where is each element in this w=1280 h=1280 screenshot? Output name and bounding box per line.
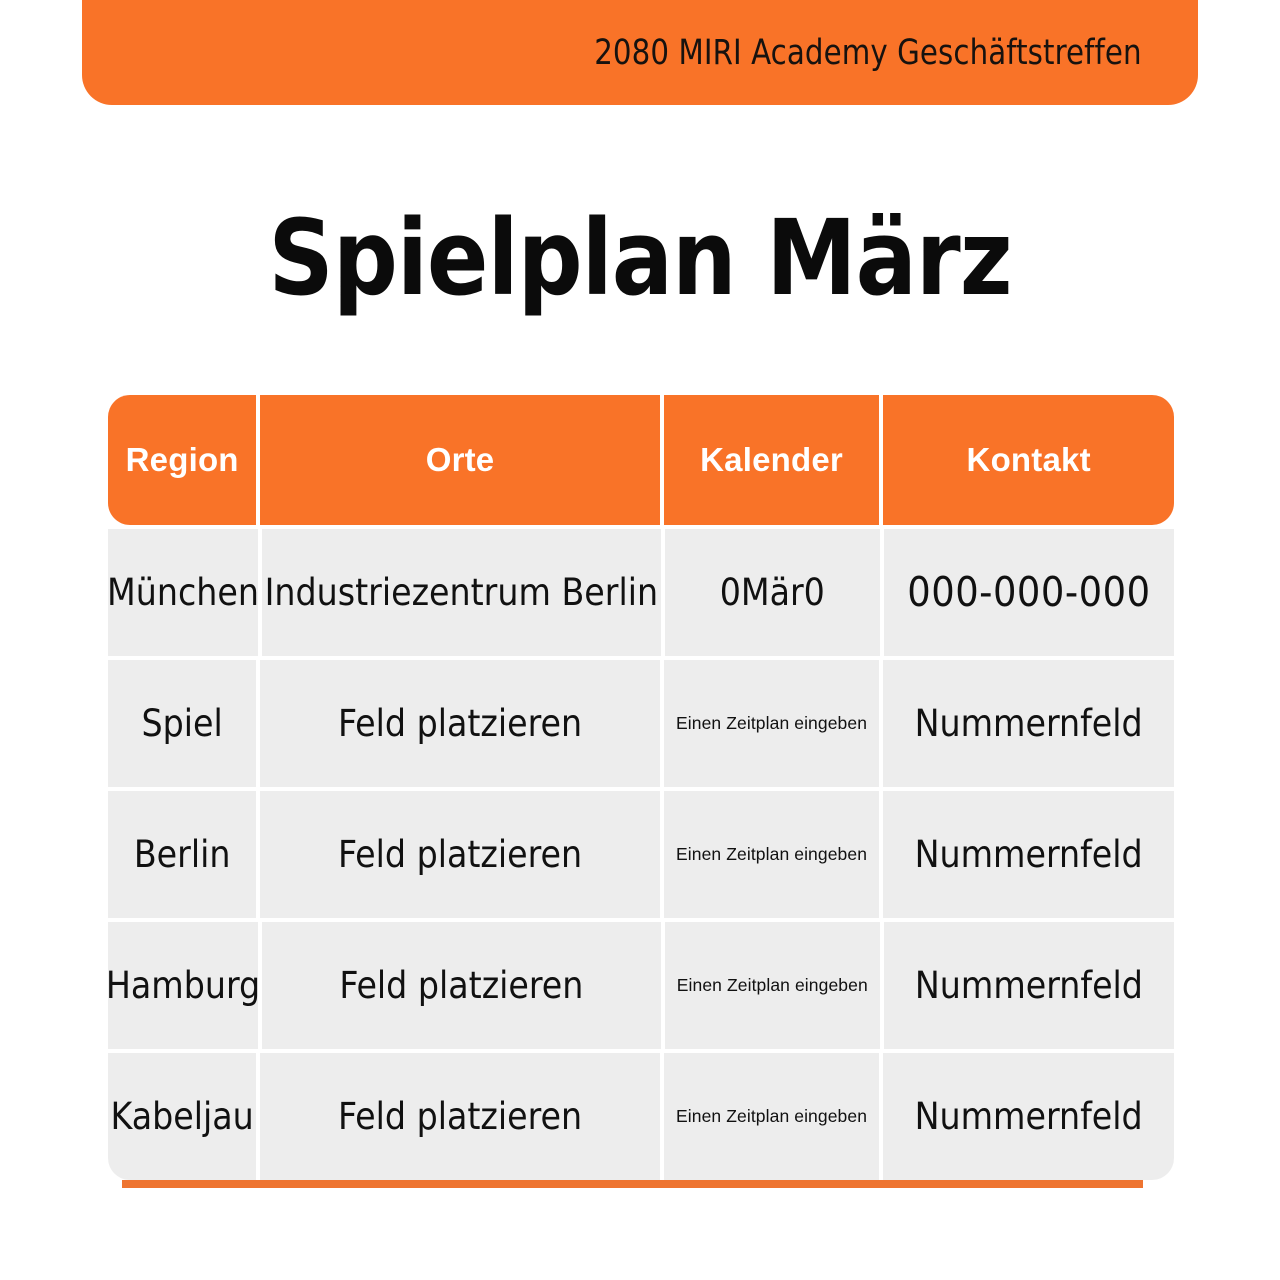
cell-region[interactable] bbox=[108, 529, 258, 656]
table-row bbox=[108, 529, 1174, 656]
cell-orte-text: Feld platzieren bbox=[339, 964, 584, 1007]
cell-orte[interactable] bbox=[260, 660, 659, 787]
cell-kontakt-text: Nummernfeld bbox=[914, 964, 1143, 1007]
column-header-region-label: Region bbox=[125, 441, 239, 478]
cell-orte[interactable] bbox=[262, 529, 661, 656]
bottom-accent-rule bbox=[122, 1180, 1143, 1188]
cell-region[interactable] bbox=[108, 791, 256, 918]
table-row bbox=[108, 1053, 1174, 1180]
table-row bbox=[105, 922, 1174, 1049]
cell-kontakt-text: Nummernfeld bbox=[914, 702, 1143, 745]
cell-kalender[interactable] bbox=[664, 791, 880, 918]
cell-orte-text: Industriezentrum Berlin bbox=[264, 571, 659, 614]
cell-kontakt[interactable] bbox=[884, 529, 1174, 656]
table-row bbox=[108, 791, 1174, 918]
cell-kalender-text: Einen Zeitplan eingeben bbox=[676, 712, 868, 733]
cell-kalender-text: Einen Zeitplan eingeben bbox=[676, 843, 868, 864]
cell-kalender[interactable] bbox=[664, 1053, 880, 1180]
schedule-table bbox=[105, 395, 1174, 1180]
cell-kalender-text: Einen Zeitplan eingeben bbox=[676, 1105, 868, 1126]
cell-kontakt-text: 000-000-000 bbox=[907, 568, 1151, 616]
cell-orte[interactable] bbox=[260, 1053, 659, 1180]
cell-region-text: Spiel bbox=[141, 702, 223, 745]
cell-orte-text: Feld platzieren bbox=[338, 833, 583, 876]
cell-region[interactable] bbox=[105, 922, 261, 1049]
cell-region-text: Kabeljau bbox=[110, 1095, 254, 1138]
cell-kontakt[interactable] bbox=[883, 660, 1174, 787]
cell-region[interactable] bbox=[108, 660, 256, 787]
cell-kontakt-text: Nummernfeld bbox=[914, 1095, 1143, 1138]
banner-title: 2080 MIRI Academy Geschäftstreffen bbox=[594, 32, 1142, 73]
cell-kalender-text: 0Mär0 bbox=[719, 571, 825, 614]
column-header-region[interactable] bbox=[108, 395, 256, 525]
column-header-kalender[interactable] bbox=[664, 395, 880, 525]
cell-region[interactable] bbox=[108, 1053, 256, 1180]
cell-region-text: Hamburg bbox=[105, 964, 261, 1007]
table-row bbox=[108, 660, 1174, 787]
cell-region-text: Berlin bbox=[133, 833, 231, 876]
top-banner bbox=[82, 0, 1198, 105]
cell-orte-text: Feld platzieren bbox=[338, 1095, 583, 1138]
column-header-kontakt[interactable] bbox=[883, 395, 1174, 525]
cell-orte[interactable] bbox=[262, 922, 661, 1049]
cell-kalender[interactable] bbox=[665, 529, 880, 656]
cell-kalender[interactable] bbox=[664, 660, 880, 787]
cell-kontakt-text: Nummernfeld bbox=[914, 833, 1143, 876]
cell-kontakt[interactable] bbox=[883, 1053, 1174, 1180]
cell-orte-text: Feld platzieren bbox=[338, 702, 583, 745]
column-header-orte-label: Orte bbox=[425, 441, 495, 478]
column-header-orte[interactable] bbox=[260, 395, 659, 525]
cell-region-text: München bbox=[107, 571, 259, 614]
cell-kalender[interactable] bbox=[665, 922, 880, 1049]
cell-kalender-text: Einen Zeitplan eingeben bbox=[676, 974, 868, 995]
table-header-row bbox=[108, 395, 1174, 525]
cell-kontakt[interactable] bbox=[883, 791, 1174, 918]
cell-kontakt[interactable] bbox=[884, 922, 1174, 1049]
page-title: Spielplan März bbox=[268, 197, 1012, 319]
cell-orte[interactable] bbox=[260, 791, 659, 918]
column-header-kontakt-label: Kontakt bbox=[966, 441, 1091, 478]
column-header-kalender-label: Kalender bbox=[700, 441, 843, 478]
